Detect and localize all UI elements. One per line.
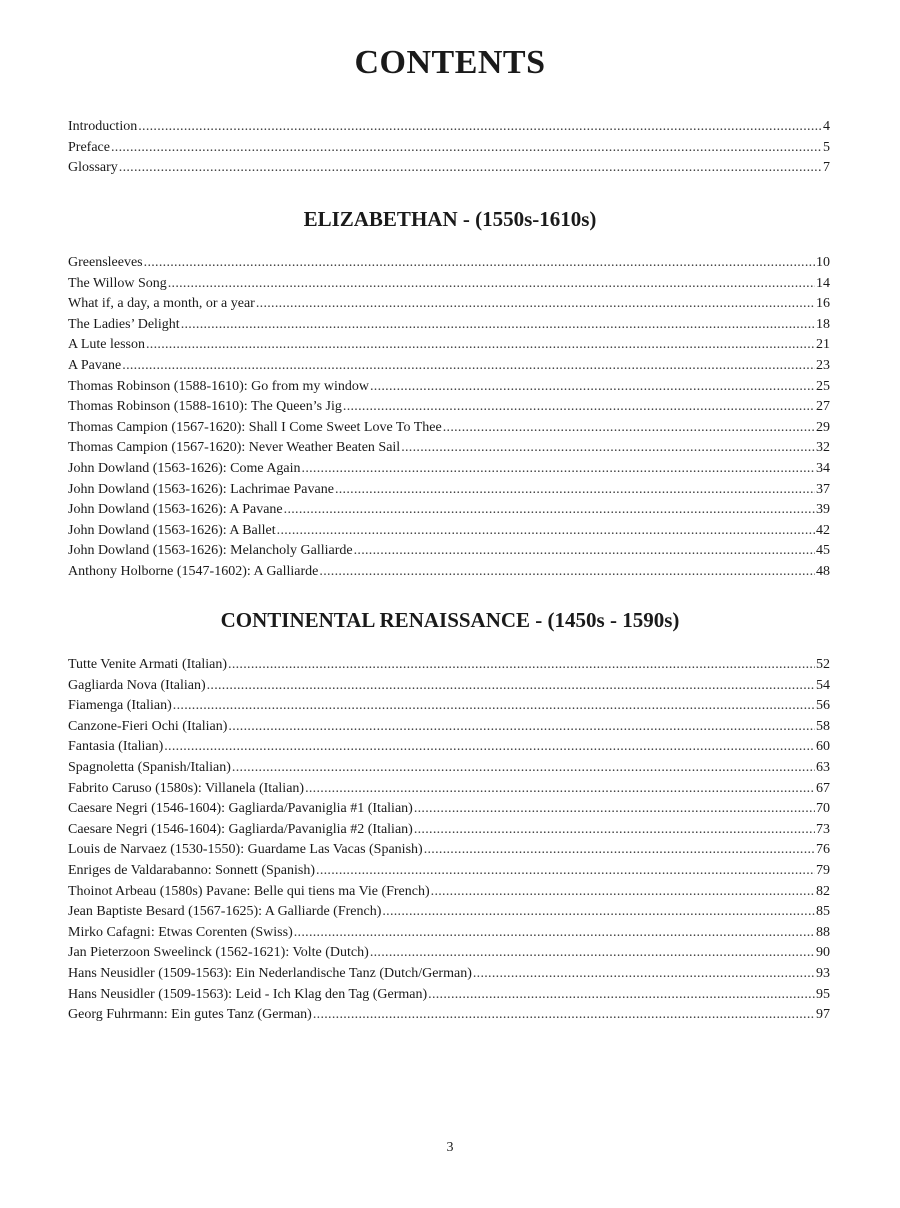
- toc-entry-title: John Dowland (1563-1626): Lachrimae Pavane: [68, 481, 334, 497]
- toc-entry-title: Thomas Campion (1567-1620): Never Weather Beaten Sail: [68, 440, 401, 456]
- toc-entry: [68, 315, 830, 336]
- dot-leader: [111, 138, 822, 159]
- toc-entry-title: Louis de Narvaez (1530-1550): Guardame Las Vacas (Spanish): [68, 842, 423, 858]
- dot-leader: [144, 253, 815, 274]
- page-title: CONTENTS: [354, 44, 546, 81]
- toc-entry-page: 10: [816, 255, 830, 270]
- toc-entry-page: 21: [816, 337, 830, 353]
- toc-entry: [68, 138, 830, 159]
- toc-entry: [68, 902, 830, 923]
- dot-leader: [232, 758, 815, 779]
- toc-entry: [68, 356, 830, 377]
- toc-entry: [68, 335, 830, 356]
- section-heading-elizabethan: ELIZABETHAN - (1550s-1610s): [303, 207, 597, 231]
- toc-entry-page: 73: [816, 821, 830, 837]
- toc-entry-page: 95: [816, 986, 830, 1002]
- toc-entry-page: 76: [816, 842, 830, 858]
- toc-entry: [68, 820, 830, 841]
- toc-entry-title: Spagnoletta (Spanish/Italian): [68, 759, 231, 775]
- dot-leader: [228, 717, 815, 738]
- toc-entry-title: Jean Baptiste Besard (1567-1625): A Galliarde (French): [68, 904, 382, 920]
- toc-entry: [68, 480, 830, 501]
- dot-leader: [343, 397, 815, 418]
- dot-leader: [181, 315, 815, 336]
- section-heading-continental: CONTINENTAL RENAISSANCE - (1450s - 1590s): [220, 608, 680, 632]
- toc-entry-page: 90: [816, 945, 830, 961]
- toc-entry-page: 54: [816, 677, 830, 693]
- toc-entry: [68, 923, 830, 944]
- toc-entry-title: Thomas Campion (1567-1620): Shall I Come Sweet Love To Thee: [68, 419, 442, 435]
- toc-entry-title: The Willow Song: [68, 275, 167, 291]
- toc-entry-page: 4: [823, 119, 830, 134]
- toc-entry-title: Anthony Holborne (1547-1602): A Galliarde: [68, 563, 319, 579]
- toc-entry-page: 88: [816, 924, 830, 940]
- toc-entry-title: Fantasia (Italian): [68, 739, 164, 755]
- dot-leader: [119, 158, 822, 179]
- dot-leader: [382, 902, 815, 923]
- toc-entry: [68, 500, 830, 521]
- toc-entry-title: Jan Pieterzoon Sweelinck (1562-1621): Volte (Dutch): [68, 945, 369, 961]
- toc-entry: [68, 158, 830, 179]
- toc-entry-page: 70: [816, 801, 830, 817]
- toc-entry-title: Mirko Cafagni: Etwas Corenten (Swiss): [68, 924, 293, 940]
- continental-list: [68, 655, 830, 1026]
- toc-entry-title: Georg Fuhrmann: Ein gutes Tanz (German): [68, 1007, 312, 1023]
- dot-leader: [313, 1005, 815, 1026]
- toc-entry-page: 79: [816, 862, 830, 878]
- toc-entry: [68, 1005, 830, 1026]
- dot-leader: [168, 274, 815, 295]
- dot-leader: [424, 840, 815, 861]
- toc-entry: [68, 985, 830, 1006]
- toc-entry: [68, 882, 830, 903]
- dot-leader: [164, 737, 815, 758]
- dot-leader: [319, 562, 815, 583]
- toc-entry: [68, 397, 830, 418]
- dot-leader: [431, 882, 815, 903]
- toc-entry-title: John Dowland (1563-1626): A Pavane: [68, 502, 283, 518]
- dot-leader: [173, 696, 815, 717]
- toc-entry-page: 45: [816, 543, 830, 559]
- toc-entry-title: Tutte Venite Armati (Italian): [68, 657, 228, 672]
- toc-entry: [68, 117, 830, 138]
- toc-entry-page: 60: [816, 739, 830, 755]
- toc-entry-page: 18: [816, 316, 830, 332]
- dot-leader: [316, 861, 815, 882]
- toc-entry-page: 42: [816, 522, 830, 538]
- toc-entry-title: Introduction: [68, 119, 138, 134]
- dot-leader: [443, 418, 815, 439]
- toc-entry-title: Fabrito Caruso (1580s): Villanela (Italian): [68, 780, 305, 796]
- toc-entry: [68, 964, 830, 985]
- toc-entry: [68, 758, 830, 779]
- dot-leader: [414, 799, 815, 820]
- toc-entry: [68, 459, 830, 480]
- dot-leader: [305, 779, 815, 800]
- toc-entry-title: Thoinot Arbeau (1580s) Pavane: Belle qui tiens ma Vie (French): [68, 883, 430, 899]
- toc-entry: [68, 541, 830, 562]
- toc-entry-title: A Pavane: [68, 357, 122, 373]
- toc-entry: [68, 274, 830, 295]
- dot-leader: [256, 294, 815, 315]
- toc-entry-title: Preface: [68, 139, 110, 155]
- toc-entry-title: The Ladies’ Delight: [68, 316, 180, 332]
- dot-leader: [473, 964, 815, 985]
- toc-entry-title: Caesare Negri (1546-1604): Gagliarda/Pavaniglia #1 (Italian): [68, 801, 413, 817]
- toc-entry-page: 29: [816, 419, 830, 435]
- toc-entry: [68, 861, 830, 882]
- toc-entry-title: Caesare Negri (1546-1604): Gagliarda/Pavaniglia #2 (Italian): [68, 821, 413, 837]
- dot-leader: [138, 117, 822, 138]
- dot-leader: [428, 985, 815, 1006]
- dot-leader: [370, 943, 815, 964]
- toc-entry-title: Glossary: [68, 160, 118, 176]
- toc-entry-page: 52: [816, 657, 830, 672]
- toc-entry: [68, 737, 830, 758]
- dot-leader: [354, 541, 815, 562]
- elizabethan-list: [68, 253, 830, 583]
- toc-entry-page: 82: [816, 883, 830, 899]
- dot-leader: [146, 335, 815, 356]
- toc-entry-page: 85: [816, 904, 830, 920]
- toc-entry-title: What if, a day, a month, or a year: [68, 296, 255, 312]
- toc-entry-page: 39: [816, 502, 830, 518]
- toc-entry: [68, 676, 830, 697]
- dot-leader: [302, 459, 815, 480]
- toc-entry-title: Thomas Robinson (1588-1610): The Queen’s Jig: [68, 399, 342, 415]
- dot-leader: [370, 377, 815, 398]
- dot-leader: [414, 820, 815, 841]
- toc-entry-page: 34: [816, 460, 830, 476]
- toc-entry-title: A Lute lesson: [68, 337, 145, 353]
- toc-entry-page: 23: [816, 357, 830, 373]
- toc-entry-title: John Dowland (1563-1626): Melancholy Galliarde: [68, 543, 353, 559]
- toc-entry-title: Enriges de Valdarabanno: Sonnett (Spanish): [68, 862, 316, 878]
- toc-entry-page: 37: [816, 481, 830, 497]
- dot-leader: [228, 655, 815, 676]
- toc-entry-page: 58: [816, 718, 830, 734]
- dot-leader: [401, 438, 815, 459]
- toc-entry-page: 16: [816, 296, 830, 312]
- toc-entry: [68, 521, 830, 542]
- toc-entry: [68, 294, 830, 315]
- toc-entry-page: 67: [816, 780, 830, 796]
- page-number: 3: [446, 1140, 454, 1155]
- toc-entry-title: Gagliarda Nova (Italian): [68, 677, 206, 693]
- toc-entry: [68, 655, 830, 676]
- toc-entry: [68, 696, 830, 717]
- dot-leader: [284, 500, 815, 521]
- toc-entry-page: 5: [823, 139, 830, 155]
- toc-entry-title: Fiamenga (Italian): [68, 698, 172, 714]
- toc-entry-page: 32: [816, 440, 830, 456]
- toc-entry-page: 56: [816, 698, 830, 714]
- toc-entry-page: 97: [816, 1007, 830, 1023]
- toc-entry: [68, 779, 830, 800]
- dot-leader: [207, 676, 815, 697]
- toc-entry: [68, 438, 830, 459]
- toc-entry: [68, 253, 830, 274]
- toc-entry: [68, 840, 830, 861]
- dot-leader: [277, 521, 815, 542]
- toc-entry-title: Greensleeves: [68, 255, 143, 270]
- toc-entry-page: 14: [816, 275, 830, 291]
- toc-entry-title: Hans Neusidler (1509-1563): Ein Nederlandische Tanz (Dutch/German): [68, 965, 472, 981]
- toc-entry: [68, 943, 830, 964]
- toc-entry: [68, 418, 830, 439]
- toc-entry-title: John Dowland (1563-1626): A Ballet: [68, 522, 276, 538]
- toc-entry-title: Canzone-Fieri Ochi (Italian): [68, 718, 228, 734]
- dot-leader: [294, 923, 815, 944]
- toc-entry-page: 93: [816, 965, 830, 981]
- toc-entry: [68, 799, 830, 820]
- front-matter-list: [68, 117, 830, 179]
- toc-entry-page: 48: [816, 563, 830, 579]
- toc-entry-page: 25: [816, 378, 830, 394]
- toc-entry: [68, 377, 830, 398]
- toc-entry-page: 7: [823, 160, 830, 176]
- toc-entry-title: John Dowland (1563-1626): Come Again: [68, 460, 301, 476]
- dot-leader: [122, 356, 815, 377]
- toc-entry: [68, 562, 830, 583]
- toc-entry-page: 63: [816, 759, 830, 775]
- dot-leader: [335, 480, 815, 501]
- toc-entry: [68, 717, 830, 738]
- toc-entry-page: 27: [816, 399, 830, 415]
- toc-entry-title: Thomas Robinson (1588-1610): Go from my window: [68, 378, 369, 394]
- toc-entry-title: Hans Neusidler (1509-1563): Leid - Ich Klag den Tag (German): [68, 986, 428, 1002]
